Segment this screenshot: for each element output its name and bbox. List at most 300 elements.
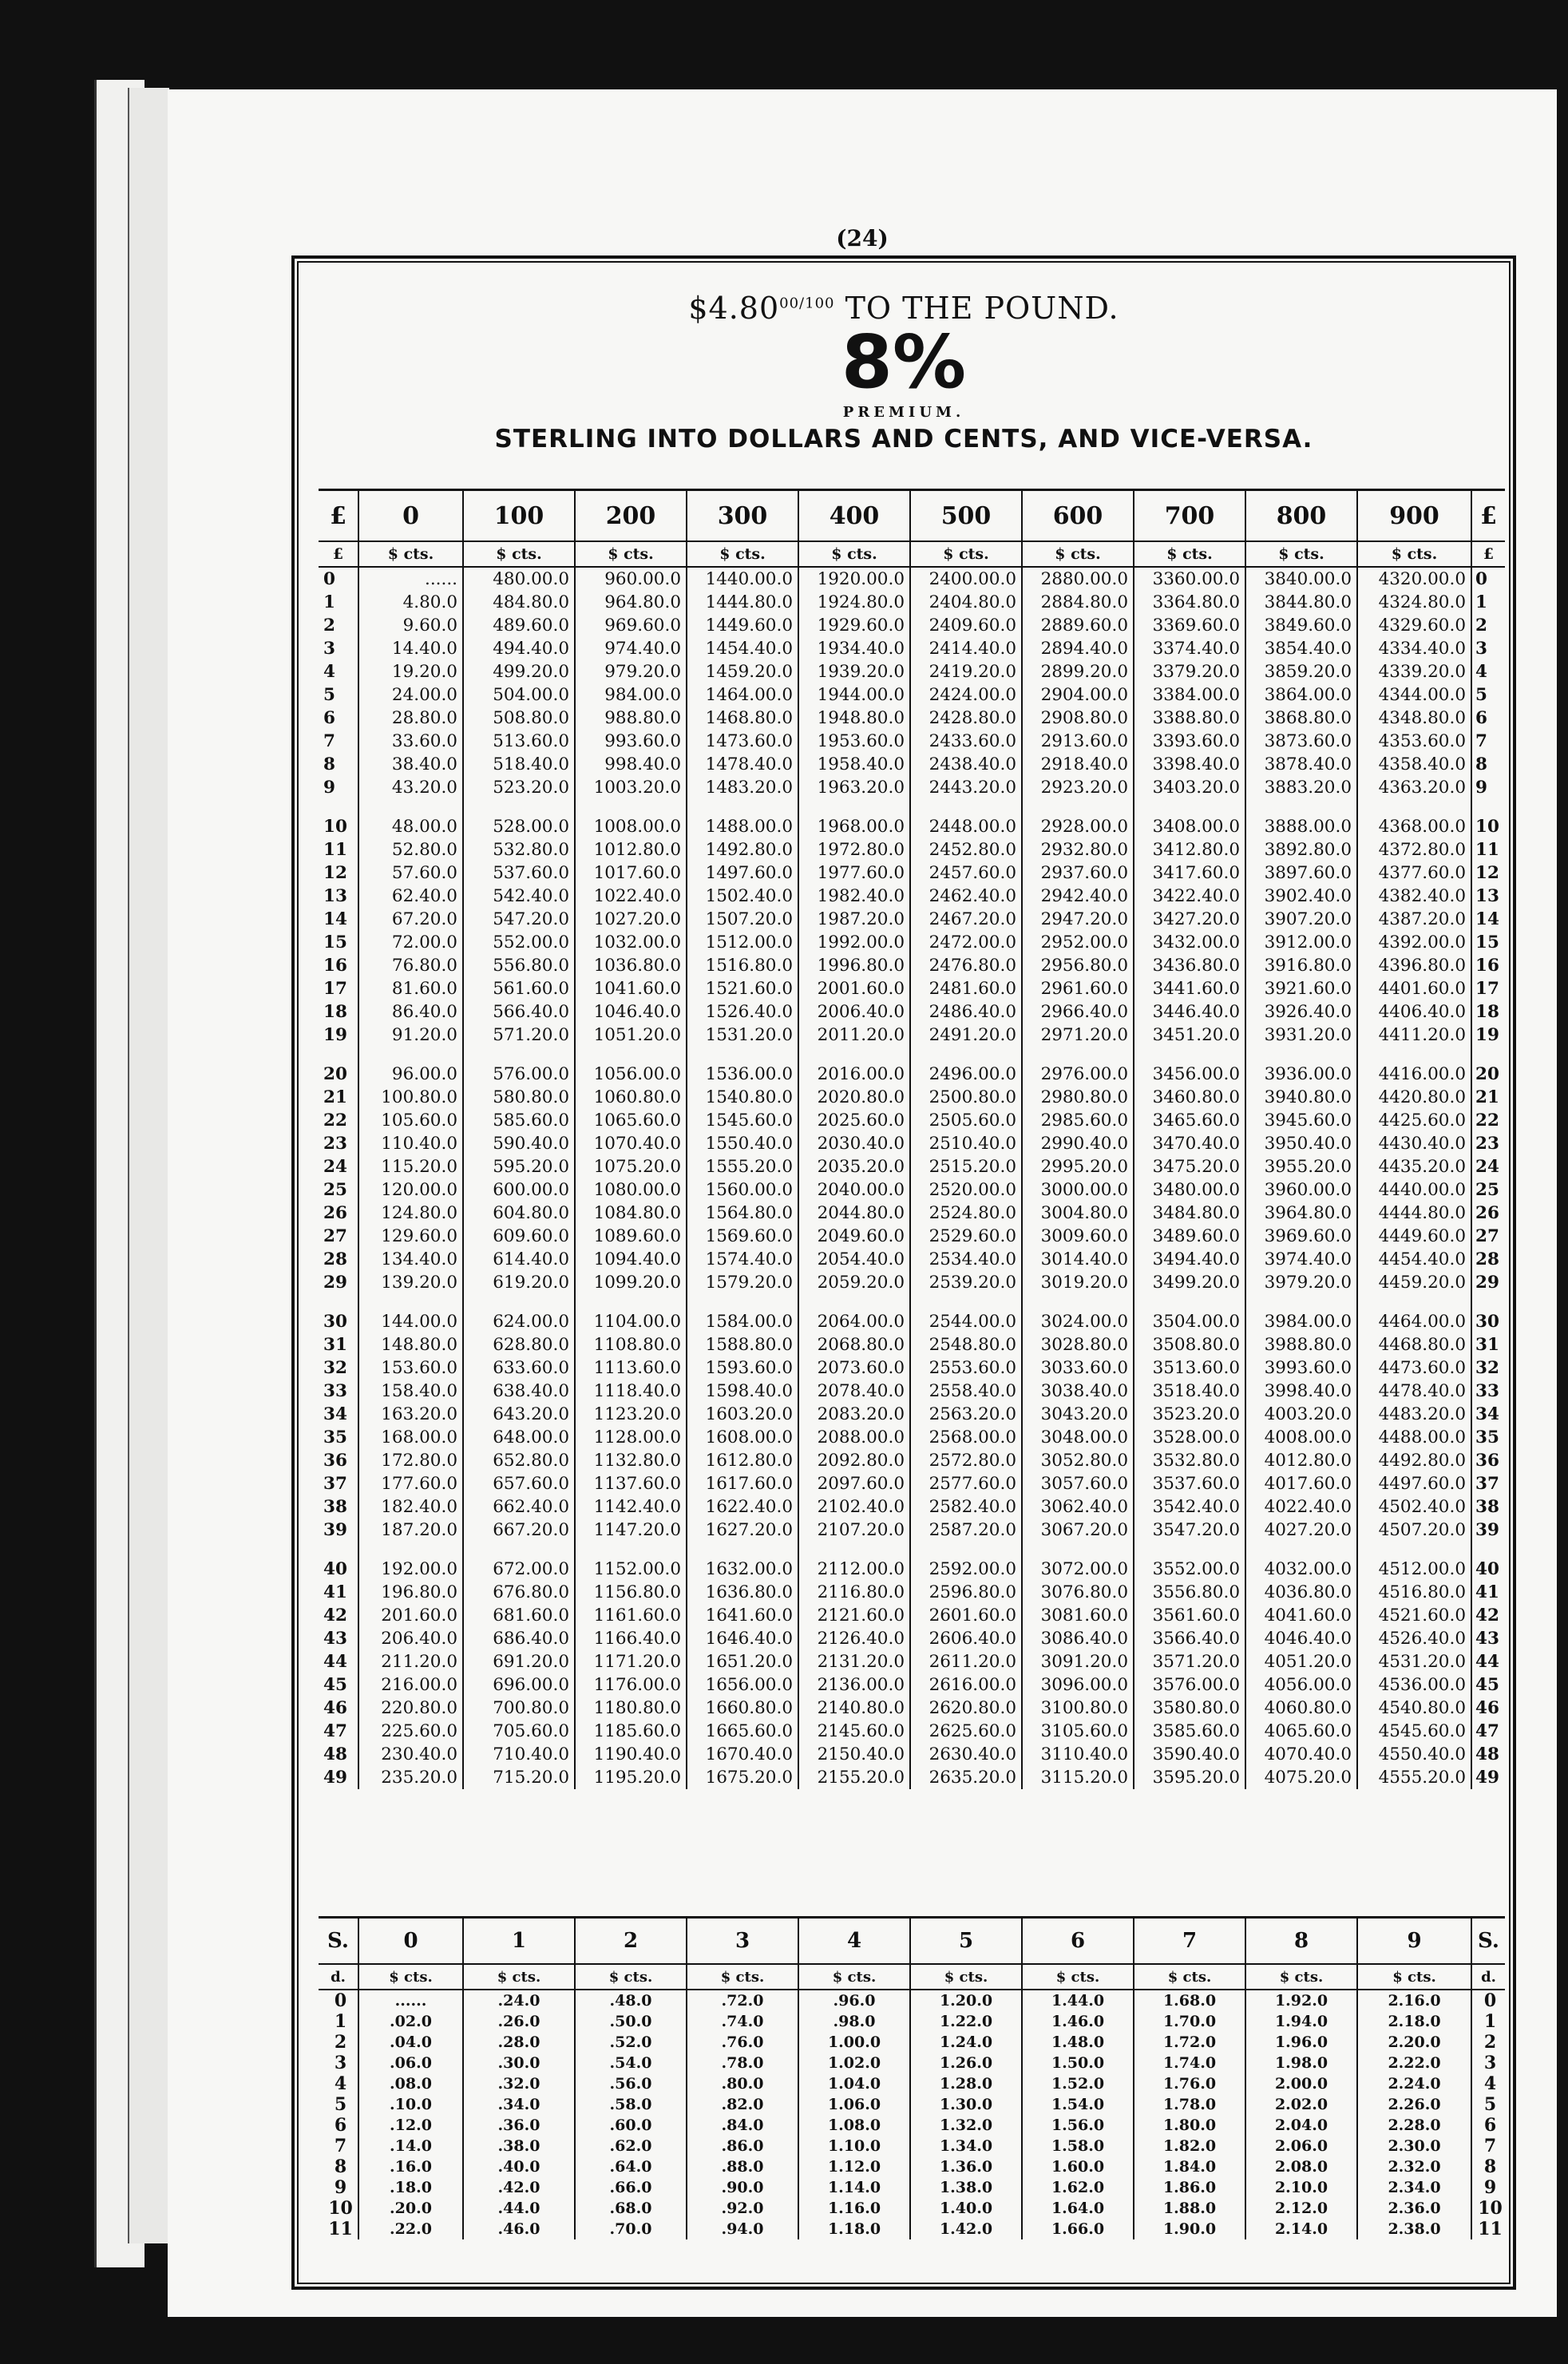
- dollar-value: 1459.20.0: [687, 660, 798, 683]
- dollar-value: 1564.80.0: [687, 1202, 798, 1225]
- dollar-value: 1.88.0: [1134, 2198, 1245, 2219]
- dollar-value: 1.72.0: [1134, 2032, 1245, 2053]
- dollar-value: 3432.00.0: [1134, 931, 1245, 954]
- dollar-value: 1492.80.0: [687, 838, 798, 861]
- shilling-header: 8: [1245, 1918, 1357, 1965]
- dollar-value: 1.56.0: [1022, 2115, 1134, 2136]
- currency-unit-label: $ cts.: [1357, 541, 1471, 567]
- pence-row-label: 11: [328, 2219, 353, 2239]
- dollar-value: 652.80.0: [463, 1449, 575, 1472]
- dollar-value: 1.86.0: [1134, 2177, 1245, 2198]
- dollar-value: 2.24.0: [1357, 2073, 1471, 2094]
- dollar-value: 3475.20.0: [1134, 1155, 1245, 1178]
- dollar-value: 1036.80.0: [575, 954, 687, 977]
- dollar-value: 2.38.0: [1357, 2219, 1471, 2239]
- dollar-value: 600.00.0: [463, 1178, 575, 1202]
- pound-row-label: 11: [1471, 838, 1505, 861]
- dollar-value: 2635.20.0: [910, 1766, 1022, 1789]
- rate-fraction: 00/100: [779, 295, 835, 312]
- currency-unit-label: $ cts.: [1357, 1964, 1471, 1990]
- table-row: [319, 954, 1505, 977]
- dollar-value: 153.60.0: [358, 1356, 463, 1380]
- dollar-value: 4017.60.0: [1245, 1472, 1357, 1495]
- dollar-value: 2491.20.0: [910, 1024, 1022, 1047]
- dollar-value: 3393.60.0: [1134, 730, 1245, 753]
- dollar-value: 3100.80.0: [1022, 1697, 1134, 1720]
- pound-row-label: 11: [323, 840, 347, 860]
- dollar-value: 1497.60.0: [687, 861, 798, 885]
- dollar-value: 2544.00.0: [910, 1310, 1022, 1333]
- dollar-value: 3931.20.0: [1245, 1024, 1357, 1047]
- dollar-value: 2937.60.0: [1022, 861, 1134, 885]
- dollar-value: 1123.20.0: [575, 1403, 687, 1426]
- table-row: [319, 1178, 1505, 1202]
- pound-unit-label: £: [319, 541, 358, 567]
- dollar-value: 3384.00.0: [1134, 683, 1245, 707]
- pence-row-label: 9: [1471, 2177, 1505, 2198]
- dollar-value: 523.20.0: [463, 776, 575, 799]
- dollar-value: 4358.40.0: [1357, 753, 1471, 776]
- dollar-value: 2596.80.0: [910, 1581, 1022, 1604]
- pound-row-label: 45: [1471, 1673, 1505, 1697]
- dollar-value: .32.0: [463, 2073, 575, 2094]
- dollar-value: 624.00.0: [463, 1310, 575, 1333]
- pound-row-label: 47: [1471, 1720, 1505, 1743]
- dollar-value: 3537.60.0: [1134, 1472, 1245, 1495]
- dollar-value: 1113.60.0: [575, 1356, 687, 1380]
- dollar-value: 3508.80.0: [1134, 1333, 1245, 1356]
- dollar-value: 52.80.0: [358, 838, 463, 861]
- dollar-value: 633.60.0: [463, 1356, 575, 1380]
- dollar-value: 216.00.0: [358, 1673, 463, 1697]
- table-row: [319, 1558, 1505, 1581]
- dollar-value: 691.20.0: [463, 1650, 575, 1673]
- dollar-value: 2.26.0: [1357, 2094, 1471, 2115]
- dollar-value: 2956.80.0: [1022, 954, 1134, 977]
- dollar-value: 2980.80.0: [1022, 1086, 1134, 1109]
- hundreds-header: 0: [358, 490, 463, 542]
- pound-row-label: 40: [1471, 1558, 1505, 1581]
- dollar-value: 1608.00.0: [687, 1426, 798, 1449]
- pound-row-label: 18: [323, 1002, 347, 1022]
- dollar-value: 1.64.0: [1022, 2198, 1134, 2219]
- dollar-value: 1.12.0: [798, 2156, 910, 2177]
- dollar-value: 72.00.0: [358, 931, 463, 954]
- pence-row-label: 3: [334, 2053, 347, 2073]
- dollar-value: 2419.20.0: [910, 660, 1022, 683]
- dollar-value: 1560.00.0: [687, 1178, 798, 1202]
- dollar-value: 3504.00.0: [1134, 1310, 1245, 1333]
- dollar-value: 33.60.0: [358, 730, 463, 753]
- dollar-value: 1440.00.0: [687, 567, 798, 591]
- dollar-value: 1958.40.0: [798, 753, 910, 776]
- dollar-value: 1180.80.0: [575, 1697, 687, 1720]
- dollar-value: 1939.20.0: [798, 660, 910, 683]
- page-edge: [128, 88, 169, 2243]
- table-row: [319, 2198, 1505, 2219]
- pound-row-label: 23: [323, 1134, 347, 1154]
- pound-row-label: 47: [323, 1721, 347, 1741]
- dollar-value: 2140.80.0: [798, 1697, 910, 1720]
- dollar-value: 508.80.0: [463, 707, 575, 730]
- table-row: [319, 1248, 1505, 1271]
- dollar-value: 4056.00.0: [1245, 1673, 1357, 1697]
- dollar-value: 3998.40.0: [1245, 1380, 1357, 1403]
- dollar-value: 1.08.0: [798, 2115, 910, 2136]
- pound-row-label: 25: [323, 1180, 347, 1200]
- dollar-value: 2899.20.0: [1022, 660, 1134, 683]
- pence-row-label: 8: [334, 2156, 347, 2177]
- dollar-value: 172.80.0: [358, 1449, 463, 1472]
- dollar-value: 1060.80.0: [575, 1086, 687, 1109]
- dollar-value: 1.68.0: [1134, 1990, 1245, 2011]
- dollar-value: 3004.80.0: [1022, 1202, 1134, 1225]
- dollar-value: 2462.40.0: [910, 885, 1022, 908]
- dollar-value: 1.50.0: [1022, 2053, 1134, 2073]
- dollar-value: 2068.80.0: [798, 1333, 910, 1356]
- dollar-value: 1.76.0: [1134, 2073, 1245, 2094]
- dollar-value: 1.48.0: [1022, 2032, 1134, 2053]
- dollar-value: 4449.60.0: [1357, 1225, 1471, 1248]
- table-row: [319, 1627, 1505, 1650]
- pound-row-label: 26: [323, 1203, 347, 1223]
- dollar-value: 3974.40.0: [1245, 1248, 1357, 1271]
- table-row: [319, 838, 1505, 861]
- dollar-value: 3369.60.0: [1134, 614, 1245, 637]
- pound-row-label: 1: [323, 592, 335, 612]
- dollar-value: 1632.00.0: [687, 1558, 798, 1581]
- dollar-value: 1.18.0: [798, 2219, 910, 2239]
- dollar-value: 1670.40.0: [687, 1743, 798, 1766]
- pound-row-label: 8: [323, 754, 335, 774]
- table-row: [319, 1743, 1505, 1766]
- dollar-value: 2025.60.0: [798, 1109, 910, 1132]
- table-row: [319, 591, 1505, 614]
- shilling-corner-label: S.: [319, 1918, 358, 1965]
- dollar-value: 1536.00.0: [687, 1063, 798, 1086]
- table-row: [319, 1310, 1505, 1333]
- dollar-value: 2976.00.0: [1022, 1063, 1134, 1086]
- dollar-value: 2563.20.0: [910, 1403, 1022, 1426]
- dollar-value: 974.40.0: [575, 637, 687, 660]
- dollar-value: .34.0: [463, 2094, 575, 2115]
- dollar-value: 3494.40.0: [1134, 1248, 1245, 1271]
- dollar-value: 2.06.0: [1245, 2136, 1357, 2156]
- dollar-value: 1056.00.0: [575, 1063, 687, 1086]
- pound-row-label: 44: [1471, 1650, 1505, 1673]
- dollar-value: 2.36.0: [1357, 2198, 1471, 2219]
- dollar-value: 3417.60.0: [1134, 861, 1245, 885]
- dollar-value: 1.40.0: [910, 2198, 1022, 2219]
- dollar-value: 1027.20.0: [575, 908, 687, 931]
- dollar-value: 3955.20.0: [1245, 1155, 1357, 1178]
- dollar-value: 2.18.0: [1357, 2011, 1471, 2032]
- dollar-value: 4488.00.0: [1357, 1426, 1471, 1449]
- dollar-value: 638.40.0: [463, 1380, 575, 1403]
- currency-unit-label: $ cts.: [1022, 541, 1134, 567]
- pound-row-label: 4: [323, 662, 335, 682]
- dollar-value: 3926.40.0: [1245, 1000, 1357, 1024]
- dollar-value: 2923.20.0: [1022, 776, 1134, 799]
- pounds-table: [319, 489, 1505, 1789]
- dollar-value: .72.0: [687, 1990, 798, 2011]
- dollar-value: 614.40.0: [463, 1248, 575, 1271]
- dollar-value: 3028.80.0: [1022, 1333, 1134, 1356]
- dollar-value: 2908.80.0: [1022, 707, 1134, 730]
- dollar-value: 1185.60.0: [575, 1720, 687, 1743]
- dollar-value: 2548.80.0: [910, 1333, 1022, 1356]
- dollar-value: 2913.60.0: [1022, 730, 1134, 753]
- dollar-value: 3374.40.0: [1134, 637, 1245, 660]
- dollar-value: 43.20.0: [358, 776, 463, 799]
- dollar-value: 1065.60.0: [575, 1109, 687, 1132]
- table-row: [319, 1673, 1505, 1697]
- dollar-value: 4075.20.0: [1245, 1766, 1357, 1789]
- dollar-value: 4065.60.0: [1245, 1720, 1357, 1743]
- dollar-value: 2107.20.0: [798, 1519, 910, 1542]
- dollar-value: 1464.00.0: [687, 683, 798, 707]
- dollar-value: 580.80.0: [463, 1086, 575, 1109]
- hundreds-header: 800: [1245, 490, 1357, 542]
- dollar-value: 2136.00.0: [798, 1673, 910, 1697]
- dollar-value: 148.80.0: [358, 1333, 463, 1356]
- scan-border: [168, 2317, 1557, 2364]
- pound-row-label: 3: [1471, 637, 1505, 660]
- page-number: (24): [836, 225, 889, 251]
- pound-row-label: 21: [1471, 1086, 1505, 1109]
- pence-row-label: 8: [1471, 2156, 1505, 2177]
- dollar-value: 3902.40.0: [1245, 885, 1357, 908]
- dollar-value: 4348.80.0: [1357, 707, 1471, 730]
- dollar-value: 2020.80.0: [798, 1086, 910, 1109]
- pence-row-label: 0: [334, 1990, 347, 2011]
- currency-unit-label: $ cts.: [1134, 541, 1245, 567]
- dollar-value: 1080.00.0: [575, 1178, 687, 1202]
- dollar-value: 1996.80.0: [798, 954, 910, 977]
- dollar-value: 3499.20.0: [1134, 1271, 1245, 1294]
- dollar-value: .52.0: [575, 2032, 687, 2053]
- dollar-value: 1084.80.0: [575, 1202, 687, 1225]
- dollar-value: 4377.60.0: [1357, 861, 1471, 885]
- table-row: [319, 1086, 1505, 1109]
- table-row: [319, 1271, 1505, 1294]
- table-row: [319, 1380, 1505, 1403]
- dollar-value: 2539.20.0: [910, 1271, 1022, 1294]
- dollar-value: 1977.60.0: [798, 861, 910, 885]
- dollar-value: .24.0: [463, 1990, 575, 2011]
- dollar-value: 2054.40.0: [798, 1248, 910, 1271]
- hundreds-header: 500: [910, 490, 1022, 542]
- dollar-value: 2457.60.0: [910, 861, 1022, 885]
- pound-row-label: 41: [323, 1582, 347, 1602]
- dollar-value: 1.84.0: [1134, 2156, 1245, 2177]
- table-row: [319, 1766, 1505, 1789]
- dollar-value: 4372.80.0: [1357, 838, 1471, 861]
- dollar-value: 4478.40.0: [1357, 1380, 1471, 1403]
- shilling-header: 2: [575, 1918, 687, 1965]
- pound-row-label: 15: [323, 933, 347, 952]
- dollar-value: 4459.20.0: [1357, 1271, 1471, 1294]
- currency-unit-label: $ cts.: [463, 541, 575, 567]
- dollar-value: 3960.00.0: [1245, 1178, 1357, 1202]
- dollar-value: 1675.20.0: [687, 1766, 798, 1789]
- pound-row-label: 6: [1471, 707, 1505, 730]
- dollar-value: 1.90.0: [1134, 2219, 1245, 2239]
- dollar-value: .08.0: [358, 2073, 463, 2094]
- dollar-value: 518.40.0: [463, 753, 575, 776]
- table-row: [319, 2073, 1505, 2094]
- dollar-value: 537.60.0: [463, 861, 575, 885]
- dollar-value: 1531.20.0: [687, 1024, 798, 1047]
- dollar-value: 1.52.0: [1022, 2073, 1134, 2094]
- dollar-value: 2966.40.0: [1022, 1000, 1134, 1024]
- dollar-value: 3398.40.0: [1134, 753, 1245, 776]
- pound-row-label: 48: [323, 1744, 347, 1764]
- dollar-value: 2467.20.0: [910, 908, 1022, 931]
- dollar-value: 2064.00.0: [798, 1310, 910, 1333]
- table-row: [319, 931, 1505, 954]
- dollar-value: 1.42.0: [910, 2219, 1022, 2239]
- table-row: [319, 2136, 1505, 2156]
- dollar-value: 3422.40.0: [1134, 885, 1245, 908]
- dollar-value: 2414.40.0: [910, 637, 1022, 660]
- currency-unit-label: $ cts.: [910, 541, 1022, 567]
- pence-label: d.: [1471, 1964, 1505, 1990]
- pound-row-label: 14: [323, 909, 347, 929]
- dollar-value: 969.60.0: [575, 614, 687, 637]
- pound-row-label: 46: [323, 1698, 347, 1718]
- dollar-value: 1147.20.0: [575, 1519, 687, 1542]
- dollar-value: 4420.80.0: [1357, 1086, 1471, 1109]
- dollar-value: 2.14.0: [1245, 2219, 1357, 2239]
- pound-row-label: 23: [1471, 1132, 1505, 1155]
- dollar-value: 1046.40.0: [575, 1000, 687, 1024]
- dollar-value: 225.60.0: [358, 1720, 463, 1743]
- dollar-value: .76.0: [687, 2032, 798, 2053]
- dollar-value: 3388.80.0: [1134, 707, 1245, 730]
- dollar-value: 3892.80.0: [1245, 838, 1357, 861]
- pound-row-label: 18: [1471, 1000, 1505, 1024]
- dollar-value: 3110.40.0: [1022, 1743, 1134, 1766]
- dollar-value: 1665.60.0: [687, 1720, 798, 1743]
- dollar-value: 1646.40.0: [687, 1627, 798, 1650]
- pound-row-label: 42: [1471, 1604, 1505, 1627]
- rate-suffix: TO THE POUND.: [834, 291, 1119, 326]
- pound-row-label: 2: [1471, 614, 1505, 637]
- dollar-value: 1.82.0: [1134, 2136, 1245, 2156]
- dollar-value: .18.0: [358, 2177, 463, 2198]
- currency-unit-label: $ cts.: [575, 541, 687, 567]
- table-row: [319, 2053, 1505, 2073]
- dollar-value: 2078.40.0: [798, 1380, 910, 1403]
- pound-row-label: 20: [323, 1064, 347, 1084]
- row-group-gap: [319, 1542, 1505, 1558]
- table-row: [319, 1063, 1505, 1086]
- dollar-value: 2404.80.0: [910, 591, 1022, 614]
- table-row: [319, 861, 1505, 885]
- dollar-value: 585.60.0: [463, 1109, 575, 1132]
- pound-row-label: 9: [323, 778, 335, 798]
- dollar-value: 2947.20.0: [1022, 908, 1134, 931]
- dollar-value: .74.0: [687, 2011, 798, 2032]
- pound-row-label: 19: [1471, 1024, 1505, 1047]
- pound-row-label: 0: [323, 569, 335, 589]
- shilling-header: 3: [687, 1918, 798, 1965]
- dollar-value: 2.20.0: [1357, 2032, 1471, 2053]
- dollar-value: 556.80.0: [463, 954, 575, 977]
- table-row: [319, 1650, 1505, 1673]
- dollar-value: 100.80.0: [358, 1086, 463, 1109]
- dollar-value: 3969.60.0: [1245, 1225, 1357, 1248]
- dollar-value: 3859.20.0: [1245, 660, 1357, 683]
- dollar-value: 4070.40.0: [1245, 1743, 1357, 1766]
- dollar-value: 2150.40.0: [798, 1743, 910, 1766]
- dollar-value: 1656.00.0: [687, 1673, 798, 1697]
- dollar-value: 2040.00.0: [798, 1178, 910, 1202]
- dollar-value: ......: [358, 567, 463, 591]
- dollar-value: 2.28.0: [1357, 2115, 1471, 2136]
- dollar-value: 3912.00.0: [1245, 931, 1357, 954]
- currency-unit-label: $ cts.: [910, 1964, 1022, 1990]
- dollar-value: 2625.60.0: [910, 1720, 1022, 1743]
- pound-row-label: 0: [1471, 567, 1505, 591]
- dollar-value: 604.80.0: [463, 1202, 575, 1225]
- dollar-value: 681.60.0: [463, 1604, 575, 1627]
- dollar-value: 1512.00.0: [687, 931, 798, 954]
- dollar-value: 2481.60.0: [910, 977, 1022, 1000]
- dollar-value: 2131.20.0: [798, 1650, 910, 1673]
- table-row: [319, 1202, 1505, 1225]
- pound-row-label: 29: [1471, 1271, 1505, 1294]
- pound-row-label: 19: [323, 1025, 347, 1045]
- dollar-value: 1176.00.0: [575, 1673, 687, 1697]
- dollar-value: 201.60.0: [358, 1604, 463, 1627]
- dollar-value: 3105.60.0: [1022, 1720, 1134, 1743]
- table-row: [319, 2115, 1505, 2136]
- dollar-value: 4368.00.0: [1357, 815, 1471, 838]
- dollar-value: 1948.80.0: [798, 707, 910, 730]
- dollar-value: 3067.20.0: [1022, 1519, 1134, 1542]
- dollar-value: 144.00.0: [358, 1310, 463, 1333]
- dollar-value: 3364.80.0: [1134, 591, 1245, 614]
- dollar-value: 1.32.0: [910, 2115, 1022, 2136]
- dollar-value: 2438.40.0: [910, 753, 1022, 776]
- dollar-value: 1598.40.0: [687, 1380, 798, 1403]
- pound-corner-label: £: [319, 490, 358, 542]
- dollar-value: 1963.20.0: [798, 776, 910, 799]
- dollar-value: 705.60.0: [463, 1720, 575, 1743]
- dollar-value: 4324.80.0: [1357, 591, 1471, 614]
- dollar-value: 964.80.0: [575, 591, 687, 614]
- dollar-value: 2952.00.0: [1022, 931, 1134, 954]
- dollar-value: 2553.60.0: [910, 1356, 1022, 1380]
- dollar-value: 571.20.0: [463, 1024, 575, 1047]
- row-group-gap: [319, 799, 1505, 815]
- dollar-value: 1099.20.0: [575, 1271, 687, 1294]
- dollar-value: 1022.40.0: [575, 885, 687, 908]
- dollar-value: 667.20.0: [463, 1519, 575, 1542]
- dollar-value: .62.0: [575, 2136, 687, 2156]
- dollar-value: 547.20.0: [463, 908, 575, 931]
- pence-row-label: 1: [1471, 2011, 1505, 2032]
- pound-row-label: 20: [1471, 1063, 1505, 1086]
- dollar-value: 3460.80.0: [1134, 1086, 1245, 1109]
- dollar-value: 1108.80.0: [575, 1333, 687, 1356]
- pound-row-label: 22: [1471, 1109, 1505, 1132]
- dollar-value: 48.00.0: [358, 815, 463, 838]
- dollar-value: .88.0: [687, 2156, 798, 2177]
- dollar-value: 696.00.0: [463, 1673, 575, 1697]
